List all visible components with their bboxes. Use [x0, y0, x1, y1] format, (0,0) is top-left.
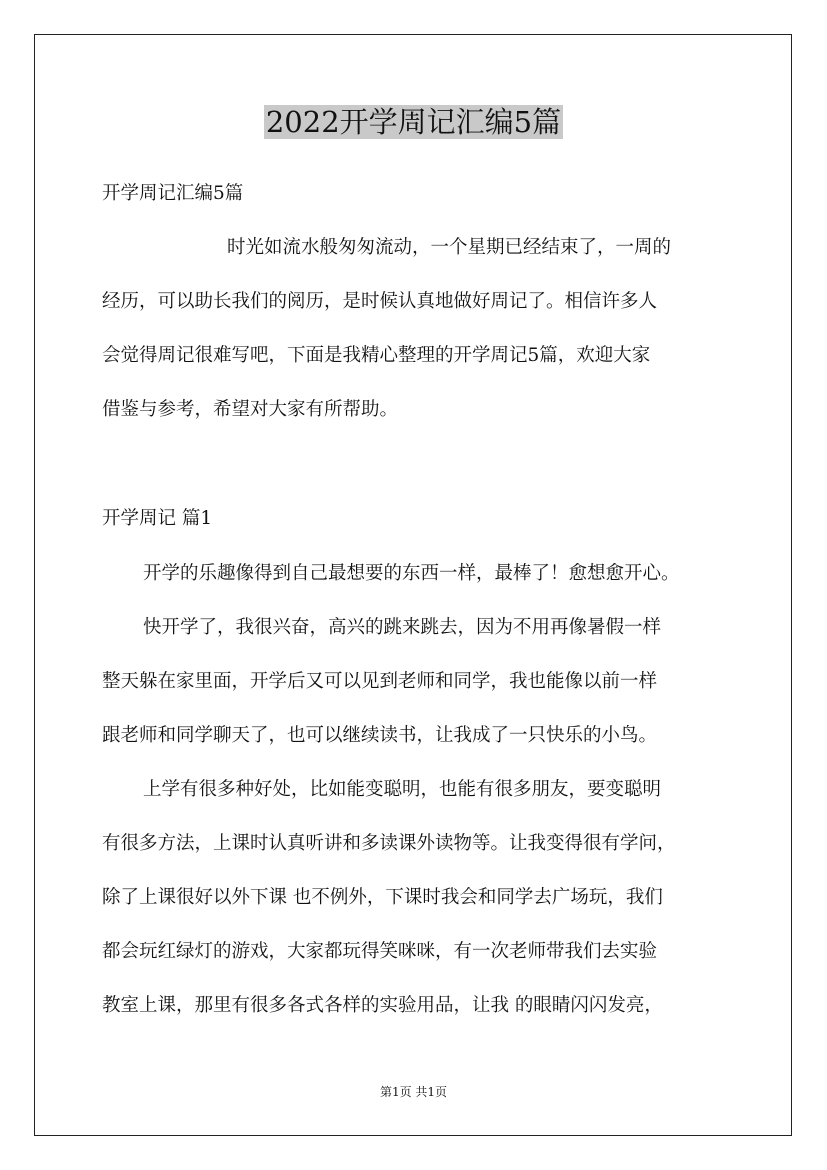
- body-line: 除了上课很好以外下课 也不例外，下课时我会和同学去广场玩，我们: [102, 887, 663, 908]
- body-line: 教室上课，那里有很多各式各样的实验用品，让我 的眼睛闪闪发亮，: [102, 995, 663, 1016]
- body-line: 整天躲在家里面，开学后又可以见到老师和同学，我也能像以前一样: [102, 671, 658, 692]
- document-title: [0, 100, 827, 144]
- intro-line: 经历，可以助长我们的阅历，是时候认真地做好周记了。相信许多人: [102, 291, 658, 312]
- title-text: 2022开学周记汇编5篇: [265, 105, 562, 139]
- body-line: 上学有很多种好处，比如能变聪明，也能有很多朋友，要变聪明: [143, 779, 662, 800]
- body-line: 开学的乐趣像得到自己最想要的东西一样，最棒了！愈想愈开心。: [143, 563, 680, 584]
- intro-line: 时光如流水般匆匆流动，一个星期已经结束了，一周的: [227, 237, 672, 258]
- intro-line: 借鉴与参考，希望对大家有所帮助。: [102, 399, 399, 420]
- intro-line: 会觉得周记很难写吧，下面是我精心整理的开学周记5篇，欢迎大家: [102, 345, 651, 366]
- page-footer: 第1页 共1页: [379, 1085, 448, 1099]
- subtitle: 开学周记汇编5篇: [102, 183, 244, 204]
- body-line: 跟老师和同学聊天了，也可以继续读书，让我成了一只快乐的小鸟。: [102, 725, 658, 746]
- section-heading: 开学周记 篇1: [102, 508, 213, 529]
- body-line: 都会玩红绿灯的游戏，大家都玩得笑咪咪，有一次老师带我们去实验: [102, 941, 658, 962]
- body-line: 有很多方法，上课时认真听讲和多读课外读物等。让我变得很有学问，: [102, 833, 676, 854]
- body-line: 快开学了，我很兴奋，高兴的跳来跳去，因为不用再像暑假一样: [143, 617, 662, 638]
